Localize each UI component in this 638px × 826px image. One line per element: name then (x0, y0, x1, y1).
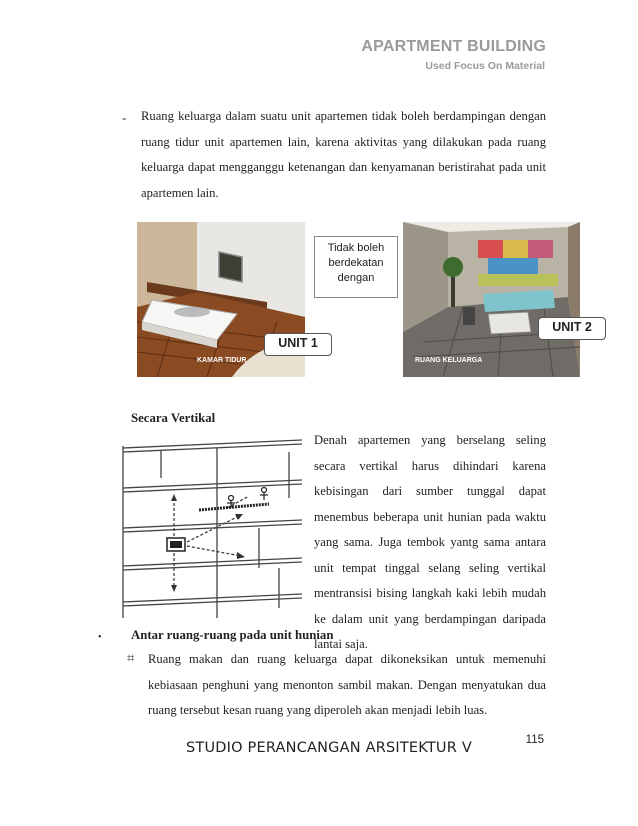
paragraph-line: kebiasaan penghuni yang menonton sambil makan. Dengan menyatukan dua (148, 677, 546, 692)
paragraph-line: lantai saja. (314, 637, 368, 651)
paragraph-line: mentransisi bising langkah kaki lebih mudah (314, 586, 546, 600)
paragraph-line: keluarga dapat mengganggu ketenangan dan kenyamanan beristirahat pada unit (141, 160, 546, 174)
bullet-icon: • (98, 632, 102, 643)
living-room-caption: RUANG KELUARGA (415, 357, 483, 364)
document-subtitle: Used Focus On Material (425, 60, 545, 72)
paragraph-line: apartemen lain. (141, 185, 219, 200)
page-number: 115 (525, 734, 544, 746)
vertical-section-diagram (119, 438, 302, 618)
section-heading-units: Antar ruang-ruang pada unit hunian (131, 628, 334, 642)
callout-line: berdekatan (328, 257, 384, 269)
paragraph-line: yang sama. Juga tembok yantg sama antara (314, 535, 546, 549)
document-title: APARTMENT BUILDING (361, 38, 546, 55)
living-room-illustration (403, 222, 580, 377)
intro-paragraph (141, 104, 546, 206)
paragraph-line: kebisingan dari sumber tunggal dapat (314, 484, 546, 498)
paragraph-line: ruang tidur unit apartemen lain, karena aktivitas yang dilakukan pada ruang (141, 134, 546, 149)
paragraph-line: unit tempat tinggal selang seling vertikal (314, 560, 546, 575)
list-dash: - (122, 110, 127, 125)
callout-box (314, 236, 398, 298)
paragraph-line: secara vertikal harus dihindari karena (314, 458, 546, 473)
paragraph-line: Ruang keluarga dalam suatu unit apartemen tidak boleh berdampingan dengan (141, 109, 546, 123)
units-paragraph (148, 647, 546, 724)
square-bullet-icon: ⌗ (127, 651, 135, 666)
callout-line: dengan (337, 272, 375, 284)
vertical-paragraph (314, 428, 546, 658)
section-heading-vertical: Secara Vertikal (131, 411, 216, 425)
unit-1-label: UNIT 1 (264, 333, 332, 356)
paragraph-line: ke dalam unit yang berdampingan daripada (314, 611, 546, 626)
paragraph-line: Ruang makan dan ruang keluarga dapat dikoneksikan untuk memenuhi (148, 652, 546, 666)
bedroom-caption: KAMAR TIDUR (197, 357, 247, 364)
paragraph-line: Denah apartemen yang berselang seling (314, 433, 546, 447)
unit-2-label: UNIT 2 (538, 317, 606, 340)
paragraph-line: ruang tersebut kesan ruang yang diperoleh akan menjadi lebih luas. (148, 703, 488, 717)
footer-studio: STUDIO PERANCANGAN ARSITEKTUR V (186, 740, 472, 756)
callout-line: Tidak boleh (327, 242, 385, 254)
paragraph-line: menembus beberapa unit hunian pada waktu (314, 509, 546, 524)
